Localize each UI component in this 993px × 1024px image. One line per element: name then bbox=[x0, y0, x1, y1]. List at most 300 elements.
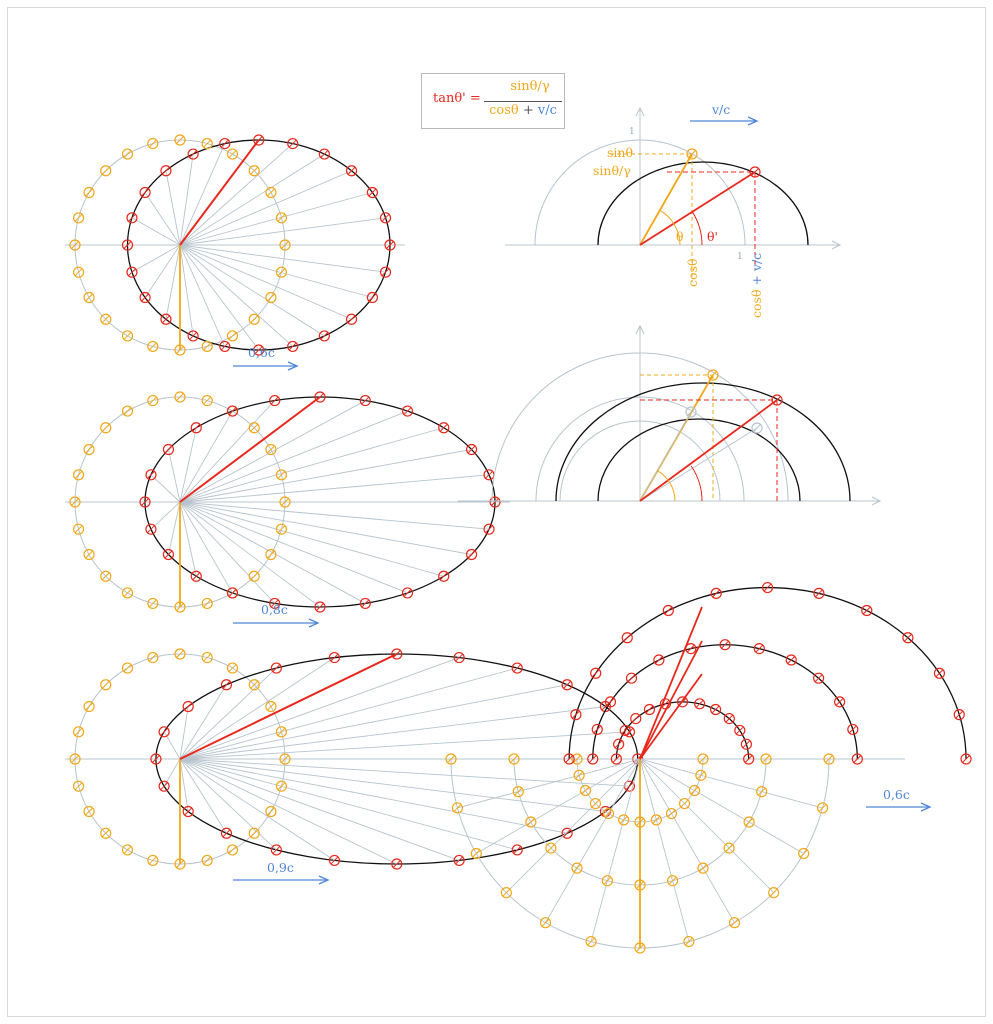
ray-2-16 bbox=[180, 502, 233, 593]
b-transformed-point-1-1-slash bbox=[849, 726, 856, 733]
b-lower-ray-2 bbox=[476, 759, 640, 854]
source-point-2-17 bbox=[148, 598, 158, 608]
b-transformed-point-2-11 bbox=[571, 710, 581, 720]
b-transformed-point-2-11-slash bbox=[572, 711, 579, 718]
b-transformed-point-2-3 bbox=[903, 633, 913, 643]
transformed-point-1-21 bbox=[347, 314, 357, 324]
formula-den-vc: v/c bbox=[537, 103, 557, 118]
ray-2-2 bbox=[180, 450, 472, 503]
source-point-1-14-slash bbox=[86, 294, 93, 301]
ray-3-10 bbox=[180, 707, 188, 760]
c2-transformed-ray bbox=[640, 400, 777, 501]
source-point-2-14 bbox=[84, 550, 94, 560]
source-point-3-1-slash bbox=[278, 728, 285, 735]
source-point-3-10 bbox=[84, 702, 94, 712]
b-transformed-point-0-8 bbox=[644, 705, 654, 715]
transformed-point-3-20 bbox=[512, 845, 522, 855]
ray-3-5 bbox=[180, 658, 459, 759]
b-source-point-1-8 bbox=[698, 863, 708, 873]
b-transformed-point-1-4 bbox=[786, 655, 796, 665]
ray-2-18 bbox=[180, 502, 320, 607]
source-point-2-16 bbox=[123, 588, 133, 598]
formula-numerator: sinθ/γ bbox=[510, 79, 550, 94]
source-point-2-15 bbox=[101, 571, 111, 581]
source-point-3-5-slash bbox=[204, 654, 211, 661]
transformed-point-1-10 bbox=[140, 188, 150, 198]
source-point-3-21-slash bbox=[251, 830, 258, 837]
transformed-point-2-15-slash bbox=[193, 573, 200, 580]
transformed-point-1-2 bbox=[367, 188, 377, 198]
transformed-point-3-21-slash bbox=[564, 830, 571, 837]
b-source-point-2-11 bbox=[818, 803, 828, 813]
b-source-point-0-5 bbox=[619, 815, 629, 825]
source-point-2-8 bbox=[123, 406, 133, 416]
transformed-point-2-21 bbox=[439, 571, 449, 581]
b-transformed-point-2-5 bbox=[814, 588, 824, 598]
b-source-point-2-5-slash bbox=[588, 938, 595, 945]
transformed-point-3-9-slash bbox=[223, 681, 230, 688]
b-source-point-2-9 bbox=[769, 888, 779, 898]
b-source-point-1-10 bbox=[744, 817, 754, 827]
b-transformed-point-2-9-slash bbox=[624, 634, 631, 641]
c1-transformed-ray bbox=[640, 172, 755, 245]
transformed-point-1-1 bbox=[381, 213, 391, 223]
b-transformed-point-1-11 bbox=[592, 724, 602, 734]
b-transformed-point-2-9 bbox=[622, 633, 632, 643]
b-lower-ray-1 bbox=[457, 759, 640, 808]
b-source-point-0-8-slash bbox=[668, 810, 675, 817]
source-point-2-8-slash bbox=[124, 408, 131, 415]
transformed-point-3-16 bbox=[271, 845, 281, 855]
b-transformed-point-1-7 bbox=[686, 644, 696, 654]
source-point-2-1-slash bbox=[278, 471, 285, 478]
source-point-3-2 bbox=[266, 702, 276, 712]
transformed-point-1-21-slash bbox=[348, 316, 355, 323]
transformed-point-2-3 bbox=[439, 423, 449, 433]
ray-2-7 bbox=[180, 401, 275, 502]
ellipse-panel-2 bbox=[65, 392, 510, 627]
b-source-point-2-1-slash bbox=[454, 804, 461, 811]
cos-plus-vc-label bbox=[749, 253, 764, 318]
ray-2-23 bbox=[180, 502, 489, 529]
source-point-1-22-slash bbox=[267, 294, 274, 301]
source-point-1-2-slash bbox=[267, 189, 274, 196]
transformed-point-1-17 bbox=[220, 341, 230, 351]
transformed-point-2-10 bbox=[163, 445, 173, 455]
transformed-point-1-11-slash bbox=[128, 214, 135, 221]
transformed-point-1-22-slash bbox=[369, 294, 376, 301]
b-source-point-0-11-slash bbox=[697, 772, 704, 779]
formula-lhs: tanθ' = bbox=[433, 91, 481, 106]
source-point-2-11 bbox=[74, 470, 84, 480]
b-transformed-point-2-10-slash bbox=[592, 670, 599, 677]
transformed-point-2-16-slash bbox=[229, 589, 236, 596]
speed-label-3: 0,9c bbox=[267, 860, 294, 875]
transformed-point-2-2 bbox=[467, 445, 477, 455]
source-point-1-11-slash bbox=[75, 214, 82, 221]
ray-3-23 bbox=[180, 759, 629, 786]
source-point-3-19 bbox=[202, 855, 212, 865]
c1-theta-prime-arc bbox=[693, 212, 702, 245]
ray-2-22 bbox=[180, 502, 472, 555]
source-point-1-11 bbox=[74, 213, 84, 223]
source-point-3-9-slash bbox=[102, 681, 109, 688]
source-point-1-10-slash bbox=[86, 189, 93, 196]
ellipse-panels bbox=[65, 135, 653, 884]
source-point-3-23 bbox=[276, 781, 286, 791]
source-point-2-5-slash bbox=[204, 397, 211, 404]
transformed-point-2-20 bbox=[403, 588, 413, 598]
b-transformed-point-1-9 bbox=[626, 673, 636, 683]
b-transformed-point-1-2 bbox=[835, 697, 845, 707]
b-source-point-2-5 bbox=[586, 937, 596, 947]
transformed-point-3-11-slash bbox=[161, 728, 168, 735]
source-point-1-20 bbox=[228, 331, 238, 341]
source-point-2-19 bbox=[202, 598, 212, 608]
source-point-2-7-slash bbox=[149, 397, 156, 404]
transformed-point-1-11 bbox=[127, 213, 137, 223]
b-source-point-1-7 bbox=[668, 876, 678, 886]
theta-prime-label: θ' bbox=[707, 229, 718, 244]
transformed-point-3-3 bbox=[562, 680, 572, 690]
source-point-2-22 bbox=[266, 550, 276, 560]
velocity-label: v/c bbox=[712, 102, 731, 117]
source-point-3-16-slash bbox=[124, 846, 131, 853]
source-point-1-13 bbox=[74, 267, 84, 277]
b-source-point-1-1 bbox=[513, 787, 523, 797]
transformed-point-1-19 bbox=[288, 341, 298, 351]
b-upper-arc-0 bbox=[616, 702, 748, 759]
b-transformed-point-1-11-slash bbox=[594, 726, 601, 733]
b-source-point-2-3 bbox=[501, 888, 511, 898]
b-source-point-1-4 bbox=[572, 863, 582, 873]
source-point-3-17 bbox=[148, 855, 158, 865]
source-point-1-4 bbox=[228, 149, 238, 159]
ray-2-10 bbox=[168, 450, 180, 503]
c2-theta-prime-arc bbox=[691, 466, 702, 501]
transformed-point-3-21 bbox=[562, 828, 572, 838]
source-point-1-3 bbox=[249, 166, 259, 176]
b-transformed-point-0-9-slash bbox=[632, 715, 639, 722]
transformed-point-2-8 bbox=[228, 406, 238, 416]
b-source-point-0-5-slash bbox=[620, 816, 627, 823]
transformed-point-2-8-slash bbox=[229, 408, 236, 415]
source-point-3-2-slash bbox=[267, 703, 274, 710]
source-point-2-21-slash bbox=[251, 573, 258, 580]
source-point-1-8-slash bbox=[124, 151, 131, 158]
transformed-point-2-10-slash bbox=[165, 446, 172, 453]
source-point-2-10 bbox=[84, 445, 94, 455]
transformed-point-3-13 bbox=[159, 781, 169, 791]
b-source-point-0-7 bbox=[651, 815, 661, 825]
source-point-3-7-slash bbox=[149, 654, 156, 661]
source-point-2-13 bbox=[74, 524, 84, 534]
source-point-1-4-slash bbox=[229, 151, 236, 158]
b-lower-ray-11 bbox=[640, 759, 823, 808]
b-lower-ray-9 bbox=[640, 759, 774, 893]
source-point-3-21 bbox=[249, 828, 259, 838]
source-point-2-9 bbox=[101, 423, 111, 433]
b-source-point-2-2-slash bbox=[473, 850, 480, 857]
transformed-point-1-20-slash bbox=[321, 332, 328, 339]
ray-2-11 bbox=[151, 475, 180, 502]
source-point-1-16 bbox=[123, 331, 133, 341]
source-point-2-14-slash bbox=[86, 551, 93, 558]
source-point-1-7 bbox=[148, 139, 158, 149]
source-point-3-15 bbox=[101, 828, 111, 838]
b-source-point-0-10-slash bbox=[691, 787, 698, 794]
ray-3-2 bbox=[180, 707, 605, 760]
unit-y-tick: 1 bbox=[629, 127, 635, 137]
b-source-point-1-1-slash bbox=[515, 788, 522, 795]
b-transformed-point-2-8-slash bbox=[665, 607, 672, 614]
source-point-3-3 bbox=[249, 680, 259, 690]
ray-3-16 bbox=[180, 759, 276, 850]
source-point-3-4 bbox=[228, 663, 238, 673]
source-point-3-14-slash bbox=[86, 808, 93, 815]
b-lower-ray-8 bbox=[640, 759, 735, 923]
source-point-3-23-slash bbox=[278, 783, 285, 790]
ray-3-21 bbox=[180, 759, 567, 833]
b-transformed-ray-1 bbox=[640, 641, 702, 759]
b-source-point-2-2 bbox=[471, 849, 481, 859]
source-point-3-20-slash bbox=[229, 846, 236, 853]
source-point-1-16-slash bbox=[124, 332, 131, 339]
b-source-point-0-2 bbox=[580, 786, 590, 796]
construction-panel-2 bbox=[458, 326, 880, 505]
c1-dummy bbox=[493, 140, 703, 245]
source-point-3-11-slash bbox=[75, 728, 82, 735]
source-point-1-7-slash bbox=[149, 140, 156, 147]
b-source-point-2-4-slash bbox=[542, 919, 549, 926]
ray-3-3 bbox=[180, 685, 567, 759]
source-point-3-20 bbox=[228, 845, 238, 855]
source-point-1-21-slash bbox=[251, 316, 258, 323]
source-point-2-3 bbox=[249, 423, 259, 433]
source-point-3-22-slash bbox=[267, 808, 274, 815]
source-point-1-13-slash bbox=[75, 269, 82, 276]
transformed-point-2-14 bbox=[163, 550, 173, 560]
source-point-3-19-slash bbox=[204, 857, 211, 864]
transformed-point-3-10 bbox=[183, 702, 193, 712]
b-transformed-point-1-9-slash bbox=[628, 675, 635, 682]
ray-1-20 bbox=[180, 245, 324, 336]
velocity-arrow-2 bbox=[233, 619, 318, 627]
ray-3-1 bbox=[180, 732, 629, 759]
b-transformed-point-1-8 bbox=[654, 655, 664, 665]
ray-2-13 bbox=[151, 502, 180, 529]
source-point-1-9-slash bbox=[102, 167, 109, 174]
ray-1-4 bbox=[180, 154, 324, 245]
b-transformed-point-2-1 bbox=[954, 710, 964, 720]
source-point-2-11-slash bbox=[75, 471, 82, 478]
b-source-point-1-5-slash bbox=[604, 877, 611, 884]
source-point-1-19 bbox=[202, 341, 212, 351]
b-transformed-point-1-3 bbox=[814, 673, 824, 683]
ellipse-panel-3 bbox=[65, 649, 653, 884]
formula-den-cos: cosθ bbox=[489, 103, 519, 118]
b-transformed-point-2-8 bbox=[663, 606, 673, 616]
ray-2-14 bbox=[168, 502, 180, 555]
velocity-arrow-1 bbox=[233, 362, 297, 370]
ray-2-1 bbox=[180, 475, 489, 502]
ray-2-8 bbox=[180, 411, 233, 502]
speed-label-bottom: 0,6c bbox=[883, 787, 910, 802]
source-point-3-13-slash bbox=[75, 783, 82, 790]
formula-box bbox=[421, 73, 565, 129]
transformed-point-1-9 bbox=[161, 166, 171, 176]
source-point-2-9-slash bbox=[102, 424, 109, 431]
b-source-point-0-10 bbox=[690, 786, 700, 796]
b-source-point-0-1 bbox=[574, 770, 584, 780]
formula-fraction-bar bbox=[484, 101, 562, 102]
source-point-3-1 bbox=[276, 727, 286, 737]
source-point-3-10-slash bbox=[86, 703, 93, 710]
transformed-point-1-10-slash bbox=[142, 189, 149, 196]
b-transformed-point-0-4 bbox=[711, 705, 721, 715]
b-source-point-0-2-slash bbox=[582, 787, 589, 794]
cos-label: cosθ bbox=[685, 258, 700, 287]
source-point-2-10-slash bbox=[86, 446, 93, 453]
c2-ellipse-inner bbox=[598, 419, 800, 501]
source-point-1-17-slash bbox=[149, 343, 156, 350]
ray-1-11 bbox=[132, 218, 180, 245]
b-source-point-2-8 bbox=[730, 918, 740, 928]
b-transformed-point-0-5 bbox=[695, 699, 705, 709]
b-source-point-1-3 bbox=[546, 843, 556, 853]
b-transformed-point-2-2-slash bbox=[936, 670, 943, 677]
transformed-point-2-4 bbox=[403, 406, 413, 416]
ray-1-13 bbox=[132, 245, 180, 272]
transformed-point-3-13-slash bbox=[161, 783, 168, 790]
b-source-point-1-11-slash bbox=[758, 788, 765, 795]
unit-x-tick: 1 bbox=[737, 252, 743, 262]
b-lower-ray-5 bbox=[591, 759, 640, 942]
transformed-point-2-3-slash bbox=[440, 424, 447, 431]
source-point-3-17-slash bbox=[149, 857, 156, 864]
b-source-point-2-7 bbox=[684, 937, 694, 947]
b-transformed-point-0-8-slash bbox=[646, 706, 653, 713]
b-source-point-0-3 bbox=[590, 799, 600, 809]
ray-3-8 bbox=[180, 668, 276, 759]
source-point-2-16-slash bbox=[124, 589, 131, 596]
transformed-point-2-15 bbox=[191, 571, 201, 581]
b-source-point-0-1-slash bbox=[576, 772, 583, 779]
source-point-1-14 bbox=[84, 293, 94, 303]
source-point-3-9 bbox=[101, 680, 111, 690]
transformed-point-3-3-slash bbox=[564, 681, 571, 688]
b-transformed-point-1-4-slash bbox=[788, 657, 795, 664]
c1-velocity-arrow bbox=[690, 117, 757, 125]
b-source-point-2-1 bbox=[452, 803, 462, 813]
transformed-point-1-8 bbox=[188, 149, 198, 159]
transformed-point-2-4-slash bbox=[404, 408, 411, 415]
source-point-1-17 bbox=[148, 341, 158, 351]
b-transformed-point-0-9 bbox=[631, 714, 641, 724]
transformed-point-1-9-slash bbox=[162, 167, 169, 174]
b-source-point-1-9 bbox=[724, 843, 734, 853]
source-point-1-19-slash bbox=[204, 343, 211, 350]
transformed-point-1-13 bbox=[127, 267, 137, 277]
transformed-point-1-4 bbox=[319, 149, 329, 159]
b-transformed-ray-0 bbox=[640, 674, 702, 759]
source-point-3-22 bbox=[266, 807, 276, 817]
transformed-point-2-21-slash bbox=[440, 573, 447, 580]
ray-3-14 bbox=[180, 759, 188, 812]
source-point-2-21 bbox=[249, 571, 259, 581]
source-point-3-11 bbox=[74, 727, 84, 737]
transformed-point-2-16 bbox=[228, 588, 238, 598]
b-source-point-1-2-slash bbox=[527, 819, 534, 826]
ray-2-15 bbox=[180, 502, 196, 576]
source-point-2-17-slash bbox=[149, 600, 156, 607]
formula-denominator bbox=[484, 103, 562, 118]
transformed-point-1-16 bbox=[188, 331, 198, 341]
b-source-point-1-11 bbox=[757, 787, 767, 797]
source-point-1-22 bbox=[266, 293, 276, 303]
b-source-point-0-4 bbox=[604, 809, 614, 819]
transformed-point-1-20 bbox=[319, 331, 329, 341]
source-point-1-10 bbox=[84, 188, 94, 198]
transformed-point-1-3 bbox=[347, 166, 357, 176]
transformed-point-2-13 bbox=[146, 524, 156, 534]
source-point-1-5 bbox=[202, 139, 212, 149]
b-source-point-2-11-slash bbox=[819, 804, 826, 811]
b-source-point-2-7-slash bbox=[685, 938, 692, 945]
b-source-point-1-8-slash bbox=[700, 865, 707, 872]
b-source-point-0-11 bbox=[696, 770, 706, 780]
source-point-2-13-slash bbox=[75, 526, 82, 533]
ray-2-5 bbox=[180, 401, 365, 502]
b-transformed-point-0-3 bbox=[724, 714, 734, 724]
b-source-point-0-8 bbox=[667, 809, 677, 819]
construction-panels bbox=[458, 108, 880, 505]
transformed-point-1-23 bbox=[381, 267, 391, 277]
construction-panel-1 bbox=[493, 108, 840, 282]
b-source-point-2-10 bbox=[799, 849, 809, 859]
b-transformed-point-2-4 bbox=[862, 606, 872, 616]
ray-1-16 bbox=[180, 245, 193, 336]
source-point-2-2 bbox=[266, 445, 276, 455]
source-point-1-20-slash bbox=[229, 332, 236, 339]
b-transformed-point-0-10-slash bbox=[622, 727, 629, 734]
b-transformed-point-0-2 bbox=[735, 725, 745, 735]
transformed-point-1-7 bbox=[220, 139, 230, 149]
cos-plus-vc-rest: + v/c bbox=[749, 252, 764, 290]
b-transformed-point-0-11 bbox=[614, 739, 624, 749]
theta-label: θ bbox=[676, 229, 684, 244]
transformed-point-1-13-slash bbox=[128, 269, 135, 276]
b-transformed-point-2-7 bbox=[711, 588, 721, 598]
b-velocity-arrow bbox=[866, 803, 930, 811]
b-transformed-point-1-1 bbox=[848, 724, 858, 734]
b-transformed-point-0-1 bbox=[741, 739, 751, 749]
source-point-1-9 bbox=[101, 166, 111, 176]
source-point-2-7 bbox=[148, 396, 158, 406]
source-point-3-4-slash bbox=[229, 665, 236, 672]
velocity-arrow-3 bbox=[233, 876, 328, 884]
source-point-2-19-slash bbox=[204, 600, 211, 607]
transformed-point-2-22 bbox=[467, 550, 477, 560]
semicircle-panel bbox=[445, 583, 971, 953]
source-point-2-5 bbox=[202, 396, 212, 406]
transformed-ray-2 bbox=[180, 397, 320, 502]
c2-inner-transformed-point bbox=[752, 423, 762, 433]
transformed-point-3-15-slash bbox=[223, 830, 230, 837]
b-source-point-0-9 bbox=[680, 799, 690, 809]
ray-2-21 bbox=[180, 502, 444, 576]
transformed-point-1-5 bbox=[288, 139, 298, 149]
